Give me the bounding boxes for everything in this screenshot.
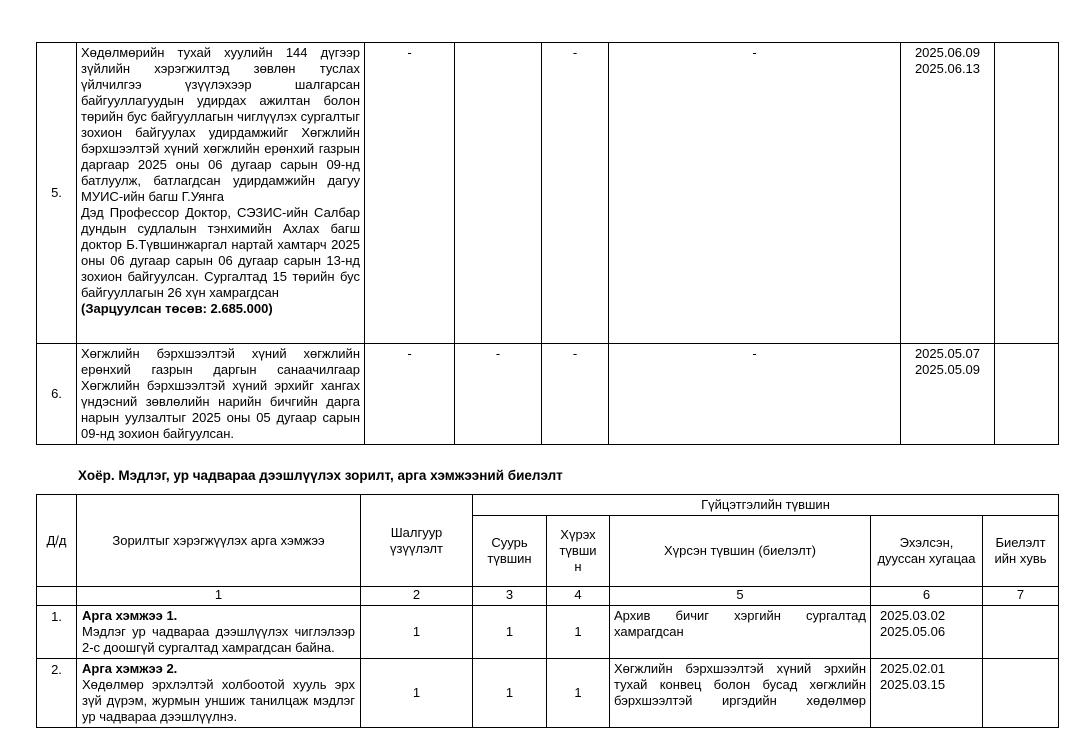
end-date: 2025.03.15 — [880, 677, 946, 692]
table-row — [37, 606, 1059, 659]
table-row — [37, 659, 1059, 728]
end-date: 2025.05.09 — [914, 362, 981, 377]
knowledge-improvement-table — [36, 494, 1059, 728]
measure-cell — [77, 606, 361, 659]
table-row — [37, 43, 1059, 344]
measure-title: Арга хэмжээ 2. — [82, 661, 178, 676]
row-number-cell: 6. — [37, 344, 77, 445]
activity-description-cell — [77, 344, 365, 445]
period-cell — [901, 43, 995, 344]
activity-paragraph: Хөдөлмөрийн тухай хуулийн 144 дүгээр зүйлийн хэрэгжилтэд зөвлөн туслах үйлчилгээ үзүүлэхээр шалгарсан байгууллагуудын удирдах ажилтан болон төрийн бус байгууллагын чиглүүлэх сургалтыг зохион байгуулах удирдамжийг Хөгжлийн бэрхшээлтэй хүний хөгжлийн ерөнхий газрын даргаар 2025 оны 06 дугаар сарын 09-нд батлуулж, батлагдсан удирдамжийн дагуу МУИС-ийн багш Г.Уянга — [81, 45, 360, 204]
header-row-top — [37, 495, 1059, 516]
measure-text: Мэдлэг ур чадвараа дээшлүүлэх чиглэлээр 2-с доошгүй сургалтад хамрагдсан байна. — [82, 624, 355, 655]
header-achieved-level: Хүрсэн түвшин (биелэлт) — [610, 516, 871, 587]
percent-cell — [995, 43, 1059, 344]
base-value-cell: 1 — [473, 659, 547, 728]
percent-cell — [983, 606, 1059, 659]
measure-cell — [77, 659, 361, 728]
header-fulfillment-percent: Биелэлт ийн хувь — [983, 516, 1059, 587]
header-indicator: Шалгуур үзүүлэлт — [361, 495, 473, 587]
achieved-result-cell — [610, 606, 871, 659]
percent-cell — [983, 659, 1059, 728]
row-number-cell: 5. — [37, 43, 77, 344]
indicator-value-cell: 1 — [361, 606, 473, 659]
column-number-cell: 4 — [547, 587, 610, 606]
column-number-row — [37, 587, 1059, 606]
column-number-cell: 6 — [871, 587, 983, 606]
criteria-dash-cell: - — [365, 344, 455, 445]
indicator-value-cell: 1 — [361, 659, 473, 728]
activity-report-table-continued — [36, 42, 1059, 445]
base-level-cell: - — [455, 344, 542, 445]
activity-paragraph: Хөгжлийн бэрхшээлтэй хүний хөгжлийн ерөнхий газрын даргын санаачилгаар Хөгжлийн бэрхшээлтэй хүний эрхийг хангах үндэсний зөвлөлийн нарийн бичгийн дарга нарын уулзалтыг 2025 оны 05 дугаар сарын 09-нд зохион байгуулсан. — [81, 346, 360, 441]
activity-description-cell — [77, 43, 365, 344]
result-dash-cell: - — [609, 43, 901, 344]
end-date: 2025.06.13 — [914, 61, 981, 76]
measure-title: Арга хэмжээ 1. — [82, 608, 178, 623]
period-cell — [871, 659, 983, 728]
target-level-cell: - — [542, 344, 609, 445]
header-measure: Зорилтыг хэрэгжүүлэх арга хэмжээ — [77, 495, 361, 587]
column-number-cell — [37, 587, 77, 606]
target-value-cell: 1 — [547, 659, 610, 728]
achieved-text: Архив бичиг хэргийн сургалтад хамрагдсан — [614, 608, 866, 639]
header-performance-level: Гүйцэтгэлийн түвшин — [473, 495, 1059, 516]
base-level-cell — [455, 43, 542, 344]
start-date: 2025.02.01 — [880, 661, 946, 676]
result-dash-cell: - — [609, 344, 901, 445]
header-target-level: Хүрэх түвшин — [547, 516, 610, 587]
achieved-result-cell — [610, 659, 871, 728]
column-number-cell: 1 — [77, 587, 361, 606]
row-number-cell: 1. — [37, 606, 77, 659]
budget-line: (Зарцуулсан төсөв: 2.685.000) — [81, 301, 273, 316]
criteria-dash-cell: - — [365, 43, 455, 344]
start-date: 2025.03.02 — [880, 608, 946, 623]
activity-paragraph: Дэд Профессор Доктор, СЭЗИС-ийн Салбар дундын судлалын тэнхимийн Ахлах багш доктор Б.Түвшинжаргал нартай хамтарч 2025 оны 06 дугаар сарын 06 дугаар сарын 13-нд зохион байгуулсан. Сургалтад 15 төрийн бус байгууллагын 26 хүн хамрагдсан — [81, 205, 360, 300]
section-title: Хоёр. Мэдлэг, ур чадвараа дээшлүүлэх зорилт, арга хэмжээний биелэлт — [78, 468, 563, 483]
header-base-level: Суурь түвшин — [473, 516, 547, 587]
base-value-cell: 1 — [473, 606, 547, 659]
end-date: 2025.05.06 — [880, 624, 946, 639]
column-number-cell: 2 — [361, 587, 473, 606]
period-cell — [901, 344, 995, 445]
start-date: 2025.06.09 — [914, 45, 981, 60]
table-row — [37, 344, 1059, 445]
percent-cell — [995, 344, 1059, 445]
target-level-cell: - — [542, 43, 609, 344]
column-number-cell: 5 — [610, 587, 871, 606]
column-number-cell: 3 — [473, 587, 547, 606]
measure-text: Хөдөлмөр эрхлэлтэй холбоотой хууль эрх зүй дүрэм, журмын уншиж танилцаж мэдлэг ур чадвараа дээшлүүлнэ. — [82, 677, 355, 724]
header-num: Д/д — [37, 495, 77, 587]
period-cell — [871, 606, 983, 659]
header-period: Эхэлсэн, дууссан хугацаа — [871, 516, 983, 587]
column-number-cell: 7 — [983, 587, 1059, 606]
target-value-cell: 1 — [547, 606, 610, 659]
start-date: 2025.05.07 — [914, 346, 981, 361]
row-number-cell: 2. — [37, 659, 77, 728]
achieved-text: Хөгжлийн бэрхшээлтэй хүний эрхийн тухай конвец болон бусад хөгжлийн бэрхшээлтэй иргэдийн хөдөлмөр — [614, 661, 866, 708]
